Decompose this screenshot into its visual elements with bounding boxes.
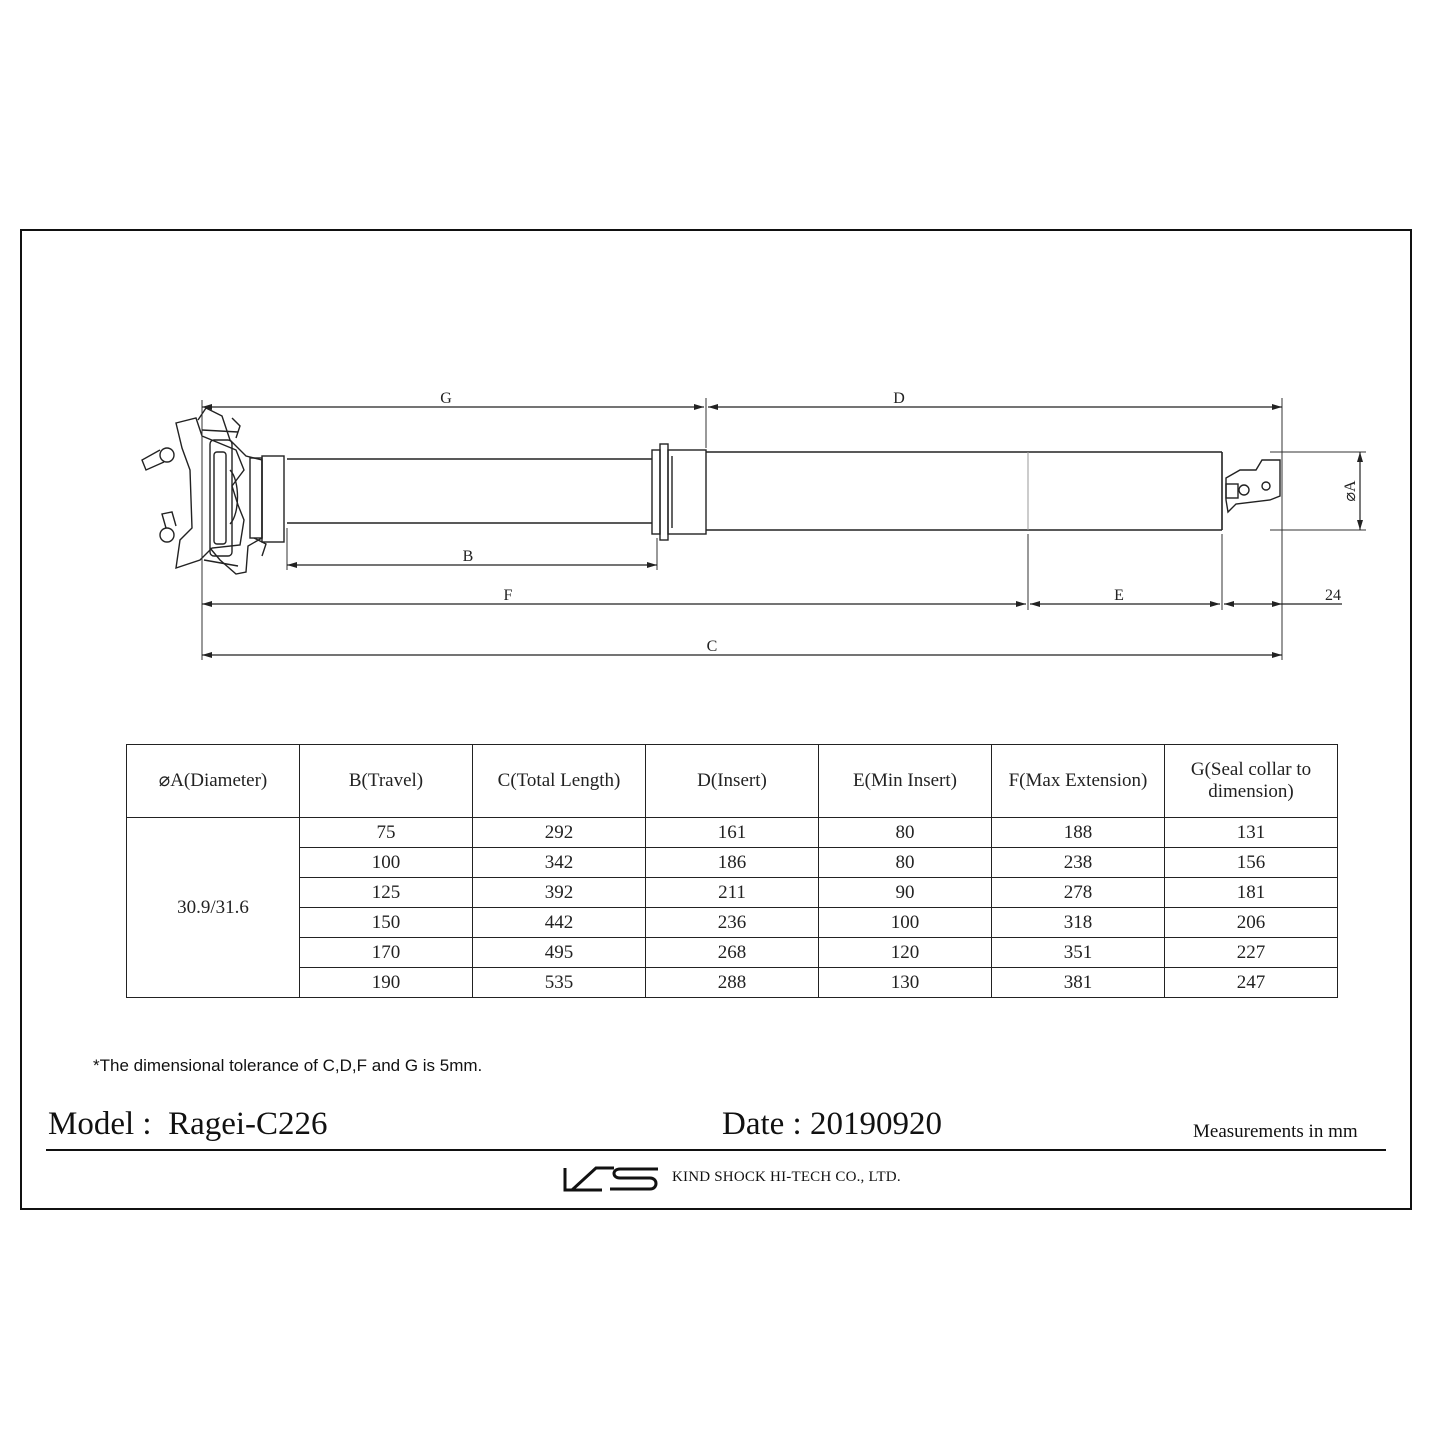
- table-cell: 292: [473, 818, 646, 848]
- table-cell: 120: [819, 938, 992, 968]
- stanchion-tube: [287, 459, 652, 523]
- diameter-cell: 30.9/31.6: [127, 818, 300, 998]
- saddle-clamp-head: [142, 408, 284, 574]
- dim-label-g: G: [440, 390, 452, 407]
- lower-post-tube: [706, 452, 1222, 530]
- table-cell: 170: [300, 938, 473, 968]
- table-cell: 227: [1165, 938, 1338, 968]
- header-diameter: ⌀A(Diameter): [127, 745, 300, 818]
- dimension-lines: [202, 407, 1360, 655]
- table-cell: 238: [992, 848, 1165, 878]
- seal-collar: [652, 444, 706, 540]
- table-cell: 268: [646, 938, 819, 968]
- table-cell: 75: [300, 818, 473, 848]
- table-cell: 80: [819, 818, 992, 848]
- table-row: [127, 878, 1338, 908]
- dim-label-c: C: [706, 638, 718, 655]
- dim-label-b: B: [462, 548, 474, 565]
- model-name: Model : Ragei-C226: [48, 1106, 328, 1142]
- table-row: [127, 938, 1338, 968]
- table-row: [127, 968, 1338, 998]
- table-cell: 236: [646, 908, 819, 938]
- tolerance-note: *The dimensional tolerance of C,D,F and G is 5mm.: [93, 1056, 483, 1075]
- table-cell: 211: [646, 878, 819, 908]
- table-cell: 100: [300, 848, 473, 878]
- table-row: [127, 818, 1338, 848]
- table-cell: 535: [473, 968, 646, 998]
- table-cell: 278: [992, 878, 1165, 908]
- ks-logo: [562, 1165, 662, 1193]
- header-max-extension: F(Max Extension): [992, 745, 1165, 818]
- table-row: [127, 848, 1338, 878]
- header-min-insert: E(Min Insert): [819, 745, 992, 818]
- dim-label-a: ⌀A: [1342, 480, 1359, 502]
- table-cell: 318: [992, 908, 1165, 938]
- measurement-units: Measurements in mm: [1193, 1121, 1358, 1142]
- table-header-row: [127, 745, 1338, 818]
- header-travel: B(Travel): [300, 745, 473, 818]
- company-name: KIND SHOCK HI-TECH CO., LTD.: [672, 1169, 901, 1185]
- table-cell: 130: [819, 968, 992, 998]
- dim-label-e: E: [1114, 587, 1124, 604]
- footer-divider: [46, 1149, 1386, 1151]
- table-cell: 188: [992, 818, 1165, 848]
- table-cell: 190: [300, 968, 473, 998]
- table-cell: 156: [1165, 848, 1338, 878]
- table-cell: 90: [819, 878, 992, 908]
- header-seal-collar: G(Seal collar to dimension): [1165, 745, 1338, 818]
- header-insert: D(Insert): [646, 745, 819, 818]
- table-cell: 131: [1165, 818, 1338, 848]
- drawing-date: Date : 20190920: [722, 1106, 942, 1142]
- table-cell: 495: [473, 938, 646, 968]
- table-cell: 342: [473, 848, 646, 878]
- table-cell: 186: [646, 848, 819, 878]
- header-total-length: C(Total Length): [473, 745, 646, 818]
- table-cell: 100: [819, 908, 992, 938]
- table-cell: 392: [473, 878, 646, 908]
- cable-actuator: [1226, 460, 1280, 512]
- extension-lines: [202, 398, 1366, 660]
- dim-label-f: F: [503, 587, 513, 604]
- table-cell: 181: [1165, 878, 1338, 908]
- table-cell: 442: [473, 908, 646, 938]
- dim-label-offset: 24: [1325, 587, 1341, 604]
- table-cell: 80: [819, 848, 992, 878]
- dim-label-d: D: [893, 390, 905, 407]
- table-cell: 247: [1165, 968, 1338, 998]
- table-cell: 351: [992, 938, 1165, 968]
- table-row: [127, 908, 1338, 938]
- table-cell: 381: [992, 968, 1165, 998]
- table-cell: 288: [646, 968, 819, 998]
- table-cell: 125: [300, 878, 473, 908]
- table-cell: 161: [646, 818, 819, 848]
- table-cell: 206: [1165, 908, 1338, 938]
- spec-table: [126, 744, 1338, 998]
- table-cell: 150: [300, 908, 473, 938]
